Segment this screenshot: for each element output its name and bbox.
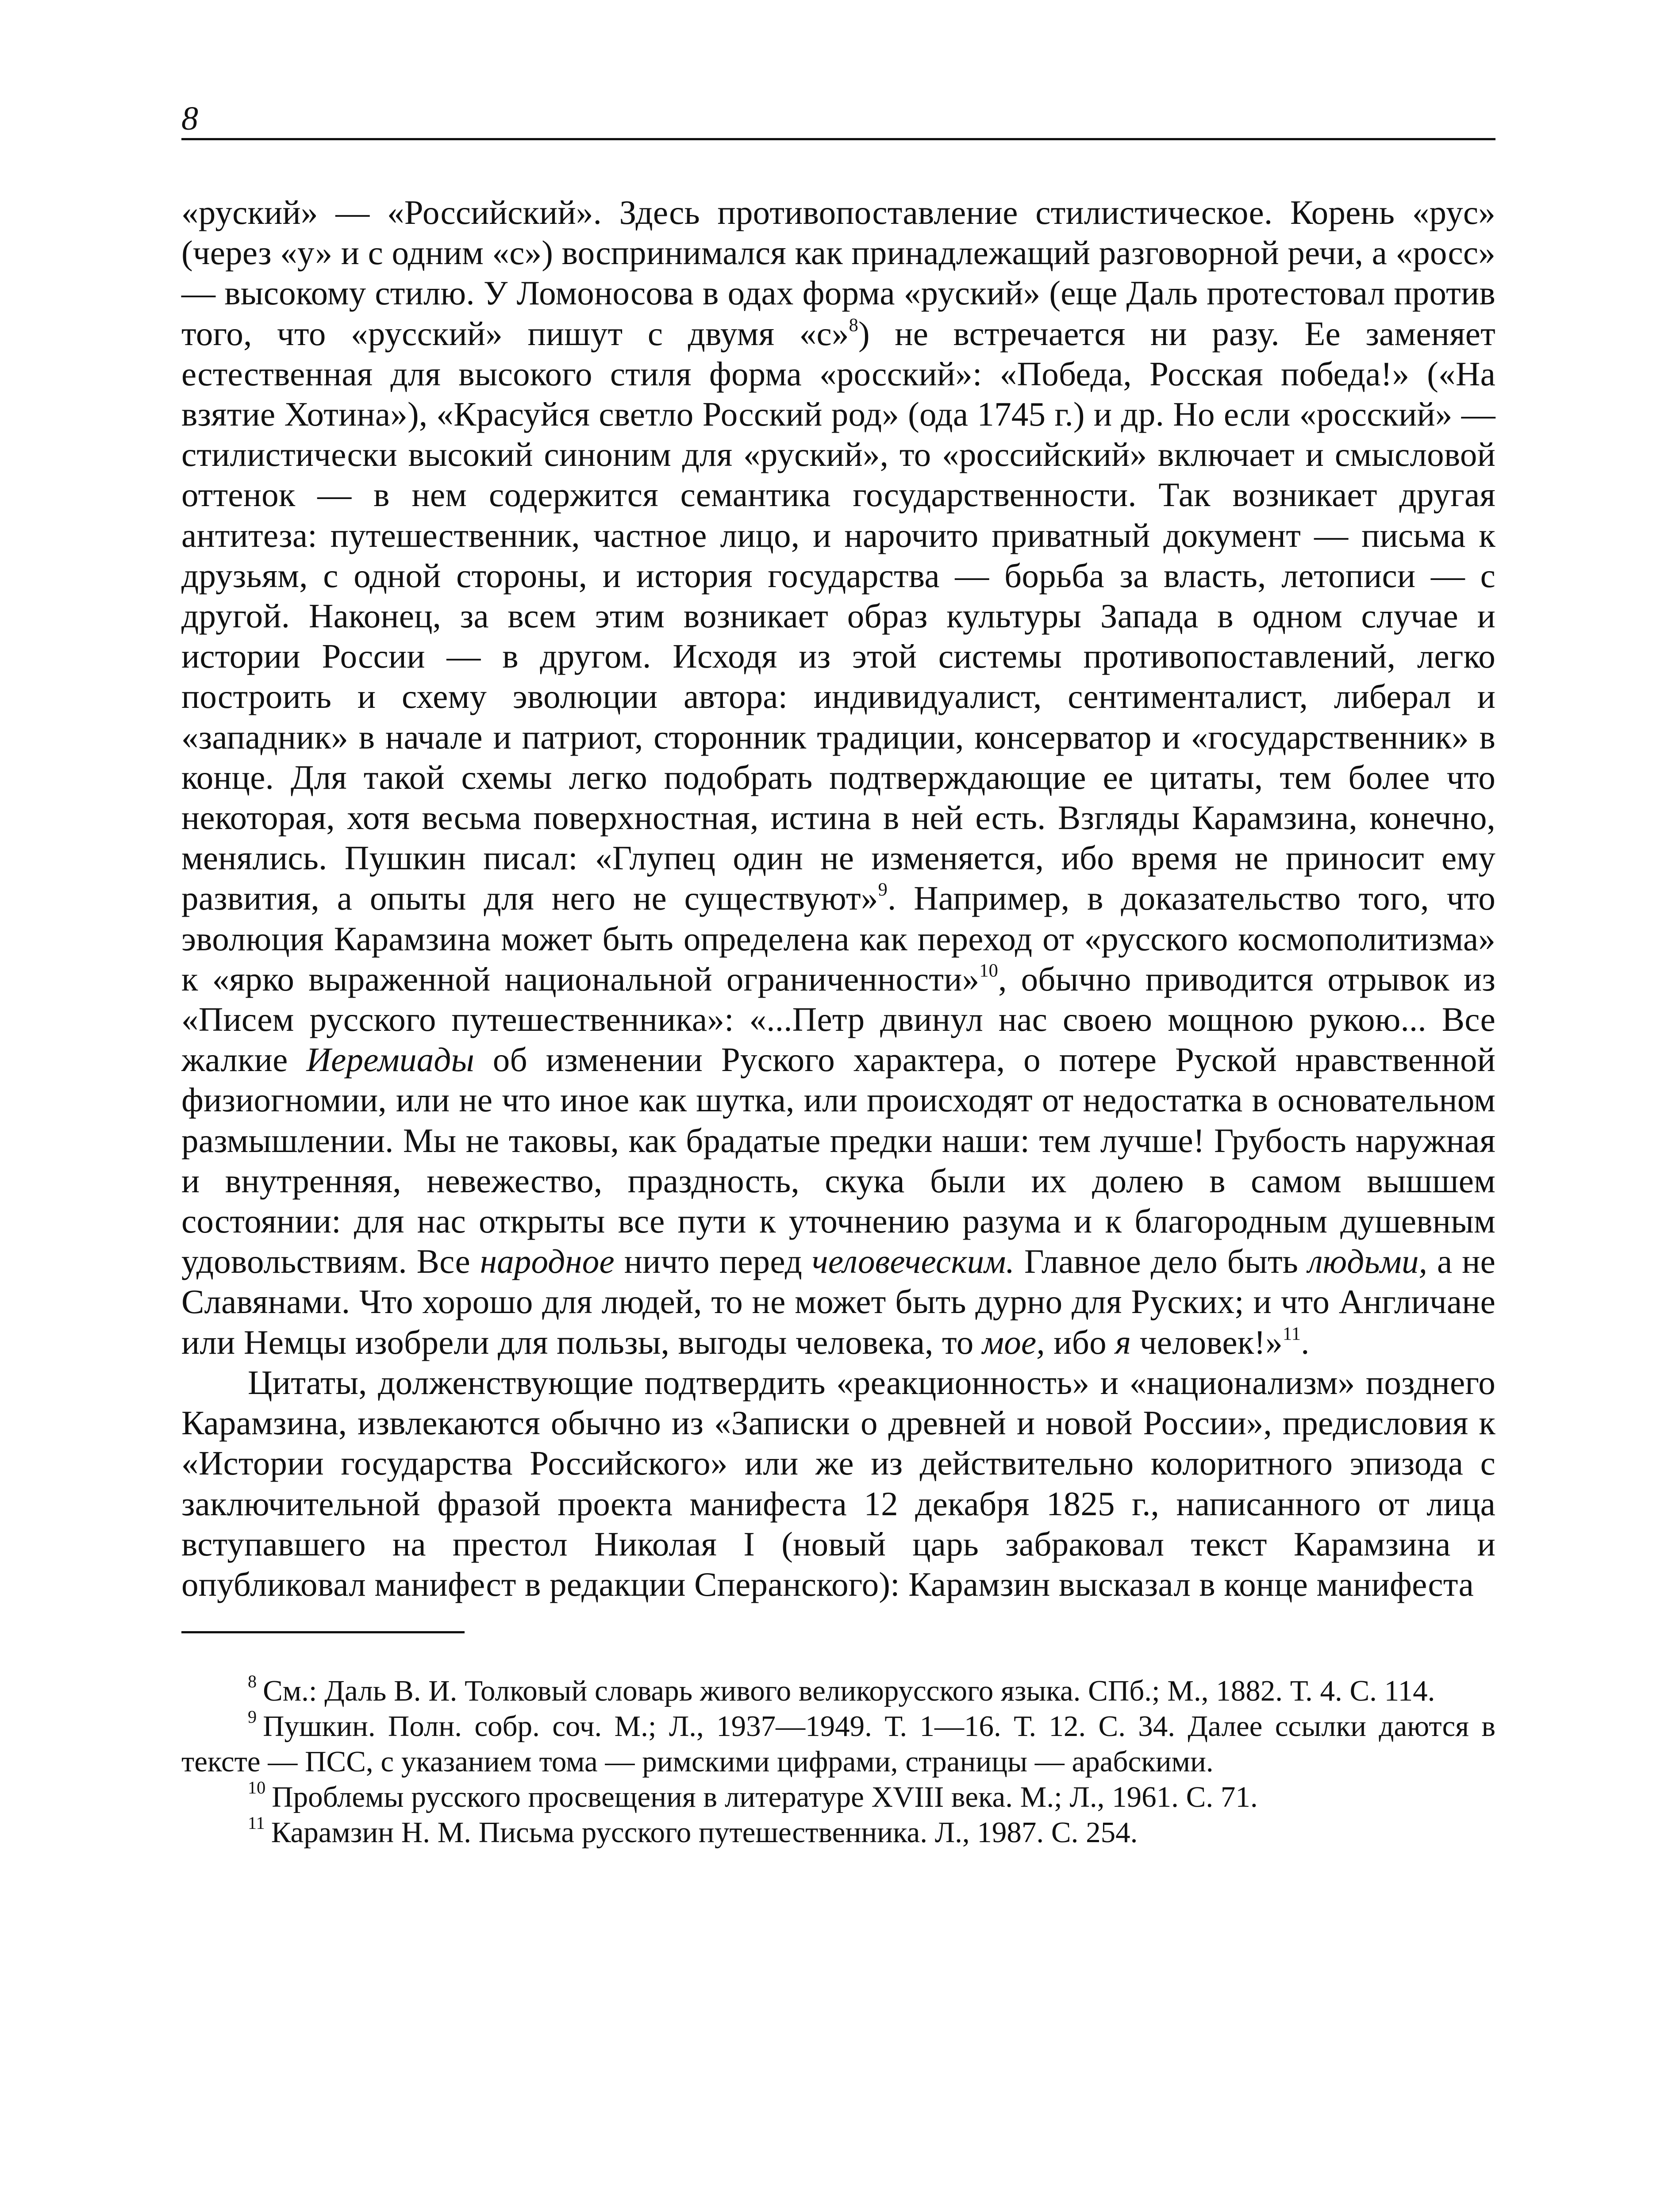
footnote-text: Пушкин. Полн. собр. соч. М.; Л., 1937—1949. Т. 1—16. Т. 12. С. 34. Далее ссылки даются в тексте — ПСС, с указанием тома — римскими цифрами, страницы — арабскими. [181,1710,1495,1778]
footnote-9 [181,1706,1495,1779]
text-run: об изменении Руского характера, о потере Руской нравственной физиогномии, или не что иное как шутка, или происходят от недостатка в основательном размышлении. Мы не таковы, как брадатые предки наши: тем лучше! Грубость наружная и внутренняя, невежество, праздность, скука были их долею в самом вышшем состоянии: для нас открыты все пути к уточнению разума и к благородным душевным удовольствиям. Все [181,1041,1495,1281]
footnotes [181,1673,1495,1850]
footnote-divider [181,1631,465,1633]
footnote-number: 8 [248,1671,257,1691]
italic-emphasis: человеческим. [811,1242,1015,1281]
footnote-11 [181,1815,1495,1850]
page-number: 8 [181,100,198,137]
text-run: «руский» — «Российский». Здесь противопоставление стилистическое. Корень «рус» (через «у» и с одним «с») воспринимался как принадлежащий разговорной речи, а «росс» — высокому стилю. У Ломоносова в одах форма «руский» (еще Даль протестовал против того, что «русский» пишут с двумя «с» [181,193,1495,353]
footnote-number: 9 [248,1706,257,1727]
footnote-ref-8[interactable]: 8 [849,314,858,335]
footnote-ref-11[interactable]: 11 [1282,1323,1301,1344]
footnote-10 [181,1779,1495,1815]
footnote-number: 10 [248,1777,266,1797]
footnote-ref-10[interactable]: 10 [979,960,999,981]
text-run: . Например, в доказательство того, что эволюция Карамзина может быть определена как переход от «русского космополитизма» к «ярко выраженной национальной ограниченности» [181,879,1495,998]
italic-emphasis: Иеремиады [306,1041,474,1079]
book-page [181,88,1495,1850]
text-run: ибо [1045,1323,1115,1361]
italic-emphasis: я [1115,1323,1131,1361]
text-run: ) не встречается ни разу. Ее заменяет естественная для высокого стиля форма «росский»: «Победа, Росская победа!» («На взятие Хотина»), «Красуйся светло Росский род» (ода 1745 г.) и др. Но если «росский» — стилистически высокий синоним для «руский», то «российский» включает и смысловой оттенок — в нем содержится семантика государственности. Так возникает другая антитеза: путешественник, частное лицо, и нарочито приватный документ — письма к друзьям, с одной стороны, и история государства — борьба за власть, летописи — с другой. Наконец, за всем этим возникает образ культуры Запада в одном случае и истории России — в другом. Исходя из этой системы противопоставлений, легко построить и схему эволюции автора: индивидуалист, сентименталист, либерал и «западник» в начале и патриот, сторонник традиции, консерватор и «государственник» в конце. Для такой схемы легко подобрать подтверждающие ее цитаты, тем более что некоторая, хотя весьма поверхностная, истина в ней есть. Взгляды Карамзина, конечно, менялись. Пушкин писал: «Глупец один не изменяется, ибо время не приносит ему развития, а опыты для него не существуют» [181,314,1495,918]
text-run: человек!» [1131,1323,1283,1361]
footnote-ref-9[interactable]: 9 [878,879,888,900]
paragraph: Цитаты, долженствующие подтвердить «реакционность» и «национализм» позднего Карамзина, извлекаются обычно из «Записки о древней и новой России», предисловия к «Истории государства Российского» или же из действительно колоритного эпизода с заключительной фразой проекта манифеста 12 декабря 1825 г., написанного от лица вступавшего на престол Николая I (новый царь забраковал текст Карамзина и опубликовал манифест в редакции Сперанского): Карамзин высказал в конце манифеста [181,1363,1495,1603]
page-header [181,88,1495,140]
text-run: Главное дело быть [1015,1242,1308,1281]
italic-emphasis: мое, [982,1323,1045,1361]
text-run: а не Славянами. Что хорошо для людей, то не может быть дурно для Руских; и что Англичане или Немцы изобрели для пользы, выгоды человека, то [181,1242,1496,1361]
footnote-text: Карамзин Н. М. Письма русского путешественника. Л., 1987. С. 254. [271,1816,1138,1849]
footnote-text: Проблемы русского просвещения в литературе XVIII века. М.; Л., 1961. С. 71. [272,1781,1258,1814]
italic-emphasis: народное [480,1242,615,1281]
text-run: , обычно приводится отрывок из «Писем русского путешественника»: «...Петр двинул нас своею мощною рукою... Все жалкие [181,960,1495,1079]
footnote-number: 11 [248,1813,265,1833]
italic-emphasis: людьми, [1307,1242,1428,1281]
main-text [181,192,1495,1605]
text-run: ничто перед [614,1242,812,1281]
paragraph [181,192,1495,1363]
footnote-8 [181,1673,1495,1709]
text-run: . [1301,1323,1310,1361]
footnote-text: См.: Даль В. И. Толковый словарь живого великорусского языка. СПб.; М., 1882. Т. 4. С. 114. [263,1674,1435,1708]
